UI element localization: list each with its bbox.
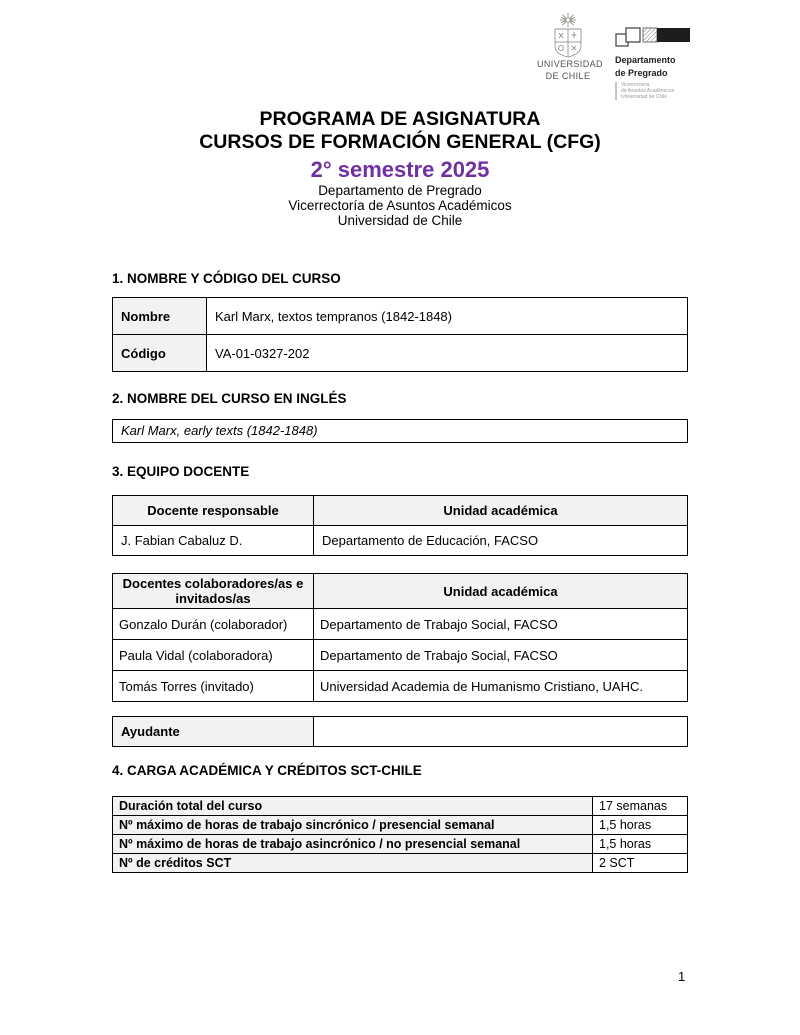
table-row (113, 671, 688, 702)
carga-academica-table (112, 796, 688, 873)
english-name-box: Karl Marx, early texts (1842-1848) (112, 419, 688, 443)
document-title-line1: PROGRAMA DE ASIGNATURA (259, 108, 541, 130)
colaboradores-col2-header: Unidad académica (314, 574, 688, 609)
table-row (113, 854, 688, 873)
uch-logo-text-line1: UNIVERSIDAD (537, 59, 603, 69)
table-row (113, 797, 688, 816)
table-header-row (113, 496, 688, 526)
pregrado-logo-title-line2: de Pregrado (615, 67, 668, 78)
pregrado-sub-line1: Vicerrectoría (621, 82, 650, 88)
creditos-sct-value-cell: 2 SCT (593, 854, 688, 873)
departamento-pregrado-logo (615, 26, 705, 100)
pregrado-squares-icon (615, 26, 701, 48)
nombre-label-cell: Nombre (113, 298, 207, 335)
document-title-line2: CURSOS DE FORMACIÓN GENERAL (CFG) (199, 131, 601, 153)
uch-logo-text-line2: DE CHILE (545, 70, 591, 81)
creditos-sct-label-cell: Nº de créditos SCT (113, 854, 593, 873)
horas-sincronico-label-cell: Nº máximo de horas de trabajo sincrónico / presencial semanal (113, 816, 593, 835)
universidad-de-chile-logo (537, 12, 603, 81)
invitado-name-cell: Tomás Torres (invitado) (113, 671, 314, 702)
table-row (113, 640, 688, 671)
responsable-col2-header: Unidad académica (314, 496, 688, 526)
colaborador-name-cell: Gonzalo Durán (colaborador) (113, 609, 314, 640)
table-header-row (113, 574, 688, 609)
docentes-colaboradores-table (112, 573, 688, 702)
table-row (113, 609, 688, 640)
table-row (113, 335, 688, 372)
colaborador-unit-cell: Departamento de Trabajo Social, FACSO (314, 640, 688, 671)
title-sub-departamento: Departamento de Pregrado (318, 183, 482, 198)
colaboradores-col1-header: Docentes colaboradores/as e invitados/as (113, 574, 314, 609)
document-content (112, 265, 688, 873)
pregrado-logo-subtext (615, 82, 705, 100)
section4-heading: 4. CARGA ACADÉMICA Y CRÉDITOS SCT-CHILE (112, 763, 422, 778)
responsable-col1-header: Docente responsable (113, 496, 314, 526)
ayudante-table (112, 716, 688, 747)
course-name-code-table (112, 297, 688, 372)
uch-crest-icon (540, 12, 596, 58)
pregrado-sub-line2: de Asuntos Académicos (621, 88, 675, 94)
colaborador-unit-cell: Departamento de Trabajo Social, FACSO (314, 609, 688, 640)
semester-title: 2° semestre 2025 (310, 157, 490, 182)
title-sub-vicerrectoria: Vicerrectoría de Asuntos Académicos (288, 198, 512, 213)
horas-asincronico-value-cell: 1,5 horas (593, 835, 688, 854)
table-row (113, 835, 688, 854)
table-row (113, 526, 688, 556)
pregrado-sub-line3: Universidad de Chile (621, 94, 668, 100)
colaborador-name-cell: Paula Vidal (colaboradora) (113, 640, 314, 671)
title-sub-universidad: Universidad de Chile (337, 213, 463, 228)
ayudante-value-cell (314, 717, 688, 747)
table-row (113, 298, 688, 335)
docente-responsable-table (112, 495, 688, 556)
codigo-label-cell: Código (113, 335, 207, 372)
table-row (113, 717, 688, 747)
duracion-value-cell: 17 semanas (593, 797, 688, 816)
responsable-name-cell: J. Fabian Cabaluz D. (113, 526, 314, 556)
table-row (113, 816, 688, 835)
duracion-label-cell: Duración total del curso (113, 797, 593, 816)
nombre-value-cell: Karl Marx, textos tempranos (1842-1848) (207, 298, 688, 335)
page-number: 1 (678, 969, 686, 984)
ayudante-label-cell: Ayudante (113, 717, 314, 747)
pregrado-logo-title-line1: Departamento (615, 55, 676, 65)
section3-heading: 3. EQUIPO DOCENTE (112, 464, 250, 479)
invitado-unit-cell: Universidad Academia de Humanismo Cristiano, UAHC. (314, 671, 688, 702)
horas-asincronico-label-cell: Nº máximo de horas de trabajo asincrónico / no presencial semanal (113, 835, 593, 854)
section1-heading: 1. NOMBRE Y CÓDIGO DEL CURSO (112, 271, 341, 286)
title-block (0, 108, 800, 228)
codigo-value-cell: VA-01-0327-202 (207, 335, 688, 372)
responsable-unit-cell: Departamento de Educación, FACSO (314, 526, 688, 556)
header-logos (537, 12, 705, 100)
horas-sincronico-value-cell: 1,5 horas (593, 816, 688, 835)
section2-heading: 2. NOMBRE DEL CURSO EN INGLÉS (112, 391, 347, 406)
